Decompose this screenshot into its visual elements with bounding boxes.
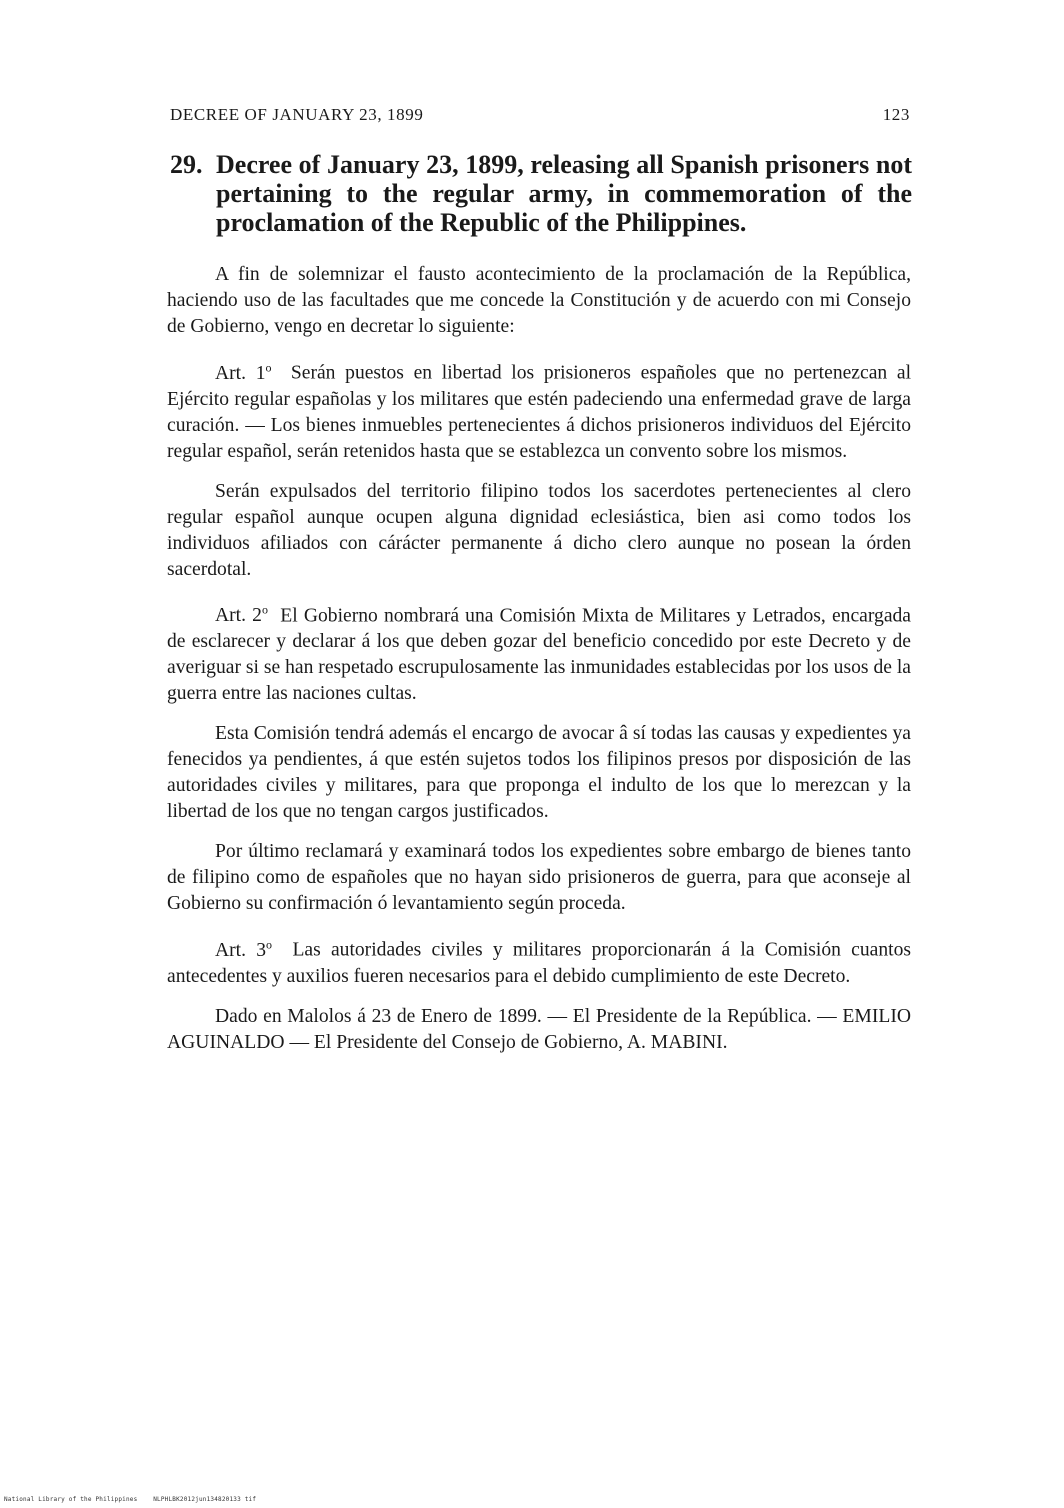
title-number: 29. bbox=[170, 150, 203, 179]
document-body bbox=[167, 262, 911, 1070]
paragraph-article-1 bbox=[167, 354, 911, 465]
article-2-text: El Gobierno nombrará una Comisión Mixta de Militares y Letrados, encargada de esclarecer y declarar á los que deben gozar del beneficio concedido por este Decreto y de averiguar si se han respetado escrupulosamente las inmunidades establecidas por los usos de la guerra entre las naciones cultas. bbox=[167, 605, 912, 705]
scan-footer bbox=[4, 1496, 256, 1503]
article-2-label: Art. 2$^o$ bbox=[215, 602, 268, 627]
page-number: 123 bbox=[882, 105, 910, 124]
running-title: DECREE OF JANUARY 23, 1899 bbox=[170, 105, 424, 124]
title-text: Decree of January 23, 1899, releasing all Spanish prisoners not pertaining to the regular army, in commemoration of the proclamation of the Republic of the Philippines. bbox=[216, 150, 912, 237]
scan-library-label: National Library of the Philippines bbox=[4, 1496, 138, 1503]
paragraph-commission: Esta Comisión tendrá además el encargo de avocar â sí todas las causas y expedientes ya fenecidos ya pendientes, á que estén sujetos todos los filipinos presos por disposición de las autoridades civiles y militares, para que proponga el indulto de los que lo merezcan y la libertad de los que no tengan cargos justificados. bbox=[167, 723, 911, 823]
running-header bbox=[170, 105, 910, 125]
paragraph-expulsion: Serán expulsados del territorio filipino todos los sacerdotes pertenecientes al clero regular español aunque ocupen alguna dignidad eclesiástica, bien asi como todos los individuos afiliados con cárácter permanente á dicho clero aunque no posean la órden sacerdotal. bbox=[167, 480, 911, 580]
article-1-label: Art. 1$^o$ bbox=[215, 360, 272, 384]
paragraph-article-2 bbox=[167, 597, 911, 708]
document-title bbox=[170, 150, 912, 237]
scan-file-id: NLPHLBK2012jun134820133 tif bbox=[153, 1496, 257, 1503]
article-1-text: Serán puestos en libertad los prisioneros españoles que no pertenezcan al Ejército regular españolas y los militares que estén padeciendo una enfermedad grave de larga curación. — Los bienes inmuebles pertenecientes á dichos prisioneros individuos del Ejército regular español, serán retenidos hasta que se establezca un convento sobre los mismos. bbox=[167, 362, 912, 462]
paragraph-closing-signature: Dado en Malolos á 23 de Enero de 1899. — El Presidente de la República. — EMILIO AGUINALDO — El Presidente del Consejo de Gobierno, A. MABINI. bbox=[167, 1005, 911, 1053]
article-3-label: Art. 3$^o$ bbox=[215, 937, 273, 961]
paragraph-preamble: A fin de solemnizar el fausto acontecimiento de la proclamación de la República, haciendo uso de las facultades que me concede la Constitución y de acuerdo con mi Consejo de Gobierno, vengo en decretar lo siguiente: bbox=[167, 264, 911, 337]
paragraph-article-3 bbox=[167, 931, 911, 990]
article-3-text: Las autoridades civiles y militares proporcionarán á la Comisión cuantos antecedentes y auxilios fueren necesarios para el debido cumplimiento de este Decreto. bbox=[167, 939, 912, 987]
paragraph-embargo: Por último reclamará y examinará todos los expedientes sobre embargo de bienes tanto de filipino como de españoles que no hayan sido prisioneros de guerra, para que aconseje al Gobierno su confirmación ó levantamiento según proceda. bbox=[167, 841, 911, 915]
